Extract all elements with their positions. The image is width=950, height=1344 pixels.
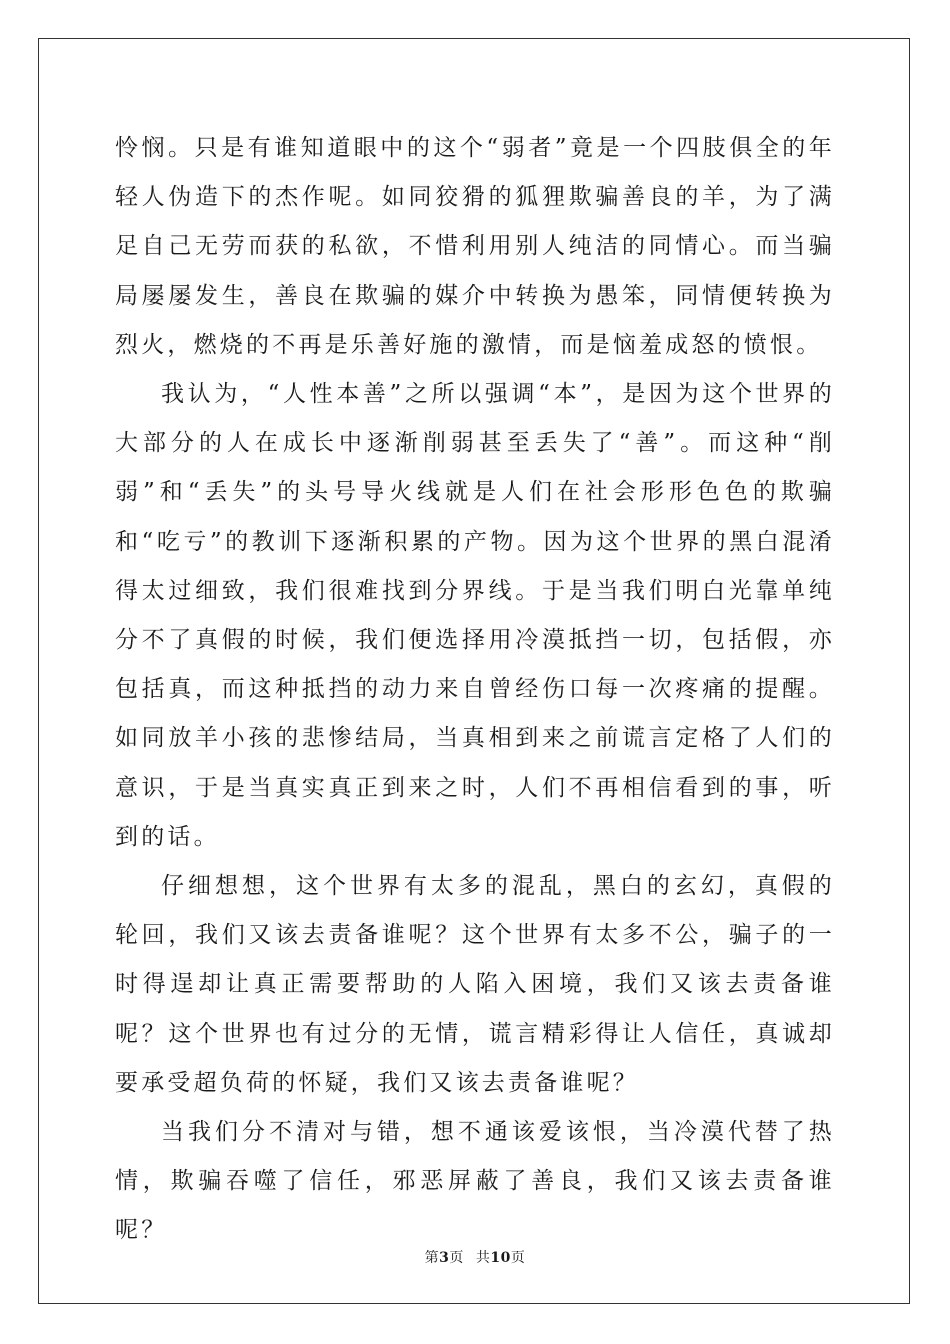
page-total: 共10页 bbox=[475, 1250, 526, 1266]
paragraph-3: 仔细想想，这个世界有太多的混乱，黑白的玄幻，真假的轮回，我们又该去责备谁呢？这个世界有太多不公，骗子的一时得逞却让真正需要帮助的人陷入困境，我们又该去责备谁呢？这个世界也有过分的无情，谎言精彩得让人信任，真诚却要承受超负荷的怀疑，我们又该去责备谁呢？ bbox=[115, 873, 835, 1096]
page-footer bbox=[0, 1247, 950, 1267]
page-number: 第3页 bbox=[424, 1250, 464, 1266]
paragraph-4: 当我们分不清对与错，想不通该爱该恨，当冷漠代替了热情，欺骗吞噬了信任，邪恶屏蔽了善良，我们又该去责备谁呢？ bbox=[115, 1119, 835, 1244]
paragraph-2: 我认为，“人性本善”之所以强调“本”，是因为这个世界的大部分的人在成长中逐渐削弱甚至丢失了“善”。而这种“削弱”和“丢失”的头号导火线就是人们在社会形形色色的欺骗和“吃亏”的教训下逐渐积累的产物。因为这个世界的黑白混淆得太过细致，我们很难找到分界线。于是当我们明白光靠单纯分不了真假的时候，我们便选择用冷漠抵挡一切，包括假，亦包括真，而这种抵挡的动力来自曾经伤口每一次疼痛的提醒。如同放羊小孩的悲惨结局，当真相到来之前谎言定格了人们的意识，于是当真实真正到来之时，人们不再相信看到的事，听到的话。 bbox=[115, 381, 835, 850]
paragraph-1: 怜悯。只是有谁知道眼中的这个“弱者”竟是一个四肢俱全的年轻人伪造下的杰作呢。如同狡猾的狐狸欺骗善良的羊，为了满足自己无劳而获的私欲，不惜利用别人纯洁的同情心。而当骗局屡屡发生，善良在欺骗的媒介中转换为愚笨，同情便转换为烈火，燃烧的不再是乐善好施的激情，而是恼羞成怒的愤恨。 bbox=[115, 135, 835, 358]
document-body bbox=[115, 124, 835, 1256]
